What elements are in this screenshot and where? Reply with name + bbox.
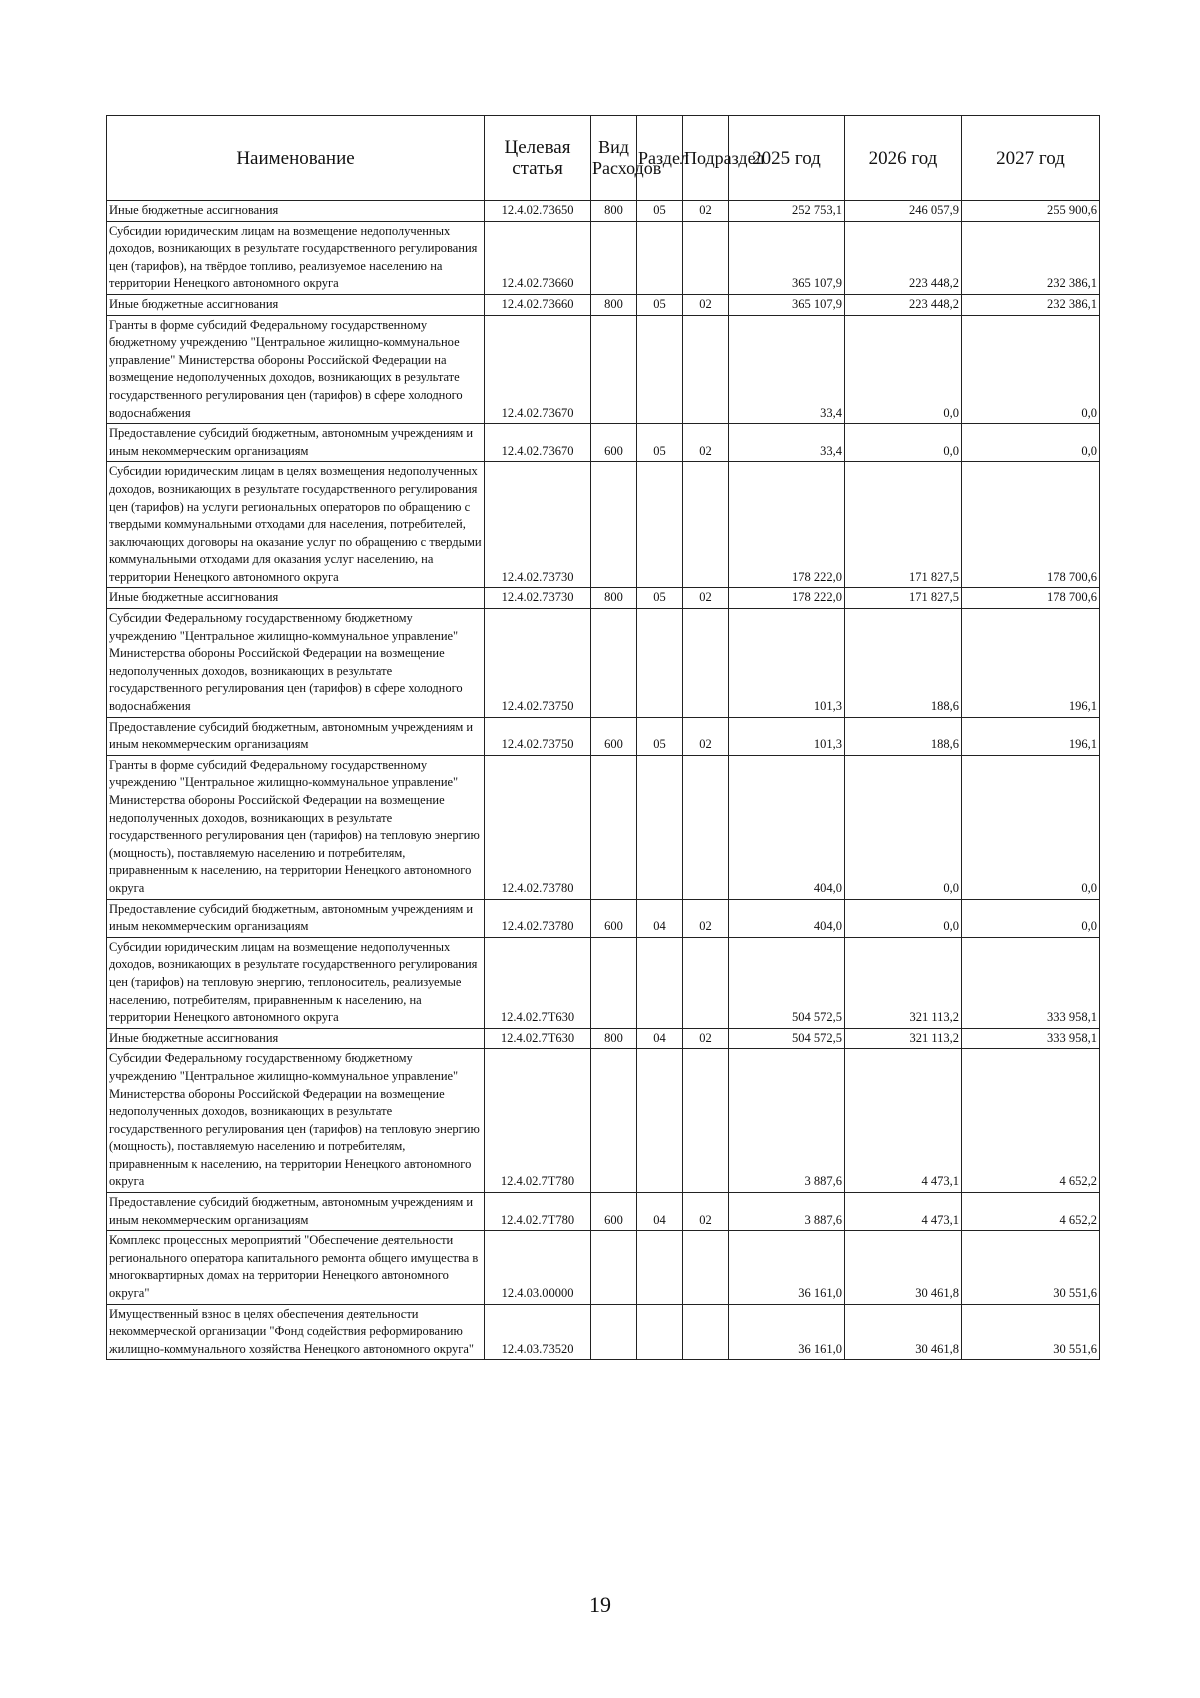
row-value-2026: 171 827,5	[845, 462, 962, 588]
table-row	[107, 315, 1100, 424]
row-section: 05	[637, 588, 683, 609]
row-value-2025: 365 107,9	[729, 294, 845, 315]
page-number: 19	[589, 1592, 611, 1617]
row-value-2026: 188,6	[845, 717, 962, 755]
row-target-article: 12.4.02.73670	[485, 424, 591, 462]
row-name: Предоставление субсидий бюджетным, автономным учреждениям и иным некоммерческим организациям	[107, 899, 485, 937]
row-subsection: 02	[683, 899, 729, 937]
row-value-2025: 36 161,0	[729, 1231, 845, 1304]
row-target-article: 12.4.02.73650	[485, 201, 591, 222]
row-subsection	[683, 462, 729, 588]
row-name: Субсидии Федеральному государственному бюджетному учреждению "Центральное жилищно-коммунальное управление" Министерства обороны Российской Федерации на возмещение недополученных доходов, возникающих в результате государственного регулирования цен (тарифов) в сфере холодного водоснабжения	[107, 609, 485, 718]
row-section: 05	[637, 424, 683, 462]
row-section	[637, 462, 683, 588]
table-row	[107, 937, 1100, 1028]
row-expense-type: 600	[591, 899, 637, 937]
row-target-article: 12.4.02.73660	[485, 221, 591, 294]
header-subsection: Подраздел	[683, 116, 729, 201]
row-target-article: 12.4.02.73730	[485, 588, 591, 609]
row-section	[637, 1049, 683, 1193]
row-subsection: 02	[683, 294, 729, 315]
row-target-article: 12.4.02.7Т630	[485, 937, 591, 1028]
row-subsection	[683, 1231, 729, 1304]
row-subsection	[683, 1049, 729, 1193]
row-expense-type	[591, 937, 637, 1028]
row-value-2026: 321 113,2	[845, 937, 962, 1028]
row-section: 04	[637, 899, 683, 937]
header-2026: 2026 год	[845, 116, 962, 201]
row-subsection: 02	[683, 588, 729, 609]
row-name: Гранты в форме субсидий Федеральному государственному учреждению "Центральное жилищно-коммунальное управление" Министерства обороны Российской Федерации на возмещение недополученных доходов, возникающих в результате государственного регулирования цен (тарифов) на тепловую энергию (мощность), поставляемую населению и потребителям, приравненным к населению, на территории Ненецкого автономного округа	[107, 755, 485, 899]
row-value-2027: 178 700,6	[962, 462, 1100, 588]
row-value-2026: 30 461,8	[845, 1231, 962, 1304]
row-name: Предоставление субсидий бюджетным, автономным учреждениям и иным некоммерческим организациям	[107, 717, 485, 755]
row-expense-type	[591, 609, 637, 718]
row-subsection: 02	[683, 201, 729, 222]
row-subsection: 02	[683, 424, 729, 462]
row-value-2026: 4 473,1	[845, 1049, 962, 1193]
row-section	[637, 937, 683, 1028]
table-row	[107, 1028, 1100, 1049]
row-name: Предоставление субсидий бюджетным, автономным учреждениям и иным некоммерческим организациям	[107, 1193, 485, 1231]
row-name: Субсидии юридическим лицам в целях возмещения недополученных доходов, возникающих в результате государственного регулирования цен (тарифов) на услуги региональных операторов по обращению с твердыми коммунальными отходами для населения, потребителей, заключающих договоры на оказание услуг по обращению с твердыми коммунальными отходами для оказания услуг населению, на территории Ненецкого автономного округа	[107, 462, 485, 588]
row-value-2025: 178 222,0	[729, 462, 845, 588]
row-name: Иные бюджетные ассигнования	[107, 588, 485, 609]
table-row	[107, 717, 1100, 755]
row-value-2026: 246 057,9	[845, 201, 962, 222]
row-name: Иные бюджетные ассигнования	[107, 201, 485, 222]
row-target-article: 12.4.02.73660	[485, 294, 591, 315]
row-expense-type: 600	[591, 1193, 637, 1231]
row-target-article: 12.4.02.7Т780	[485, 1049, 591, 1193]
row-value-2027: 0,0	[962, 899, 1100, 937]
row-value-2026: 0,0	[845, 424, 962, 462]
row-value-2027: 333 958,1	[962, 1028, 1100, 1049]
row-value-2027: 0,0	[962, 755, 1100, 899]
row-expense-type	[591, 1304, 637, 1360]
row-section	[637, 609, 683, 718]
row-name: Иные бюджетные ассигнования	[107, 1028, 485, 1049]
row-value-2026: 321 113,2	[845, 1028, 962, 1049]
row-subsection	[683, 609, 729, 718]
row-section: 05	[637, 294, 683, 315]
row-subsection	[683, 221, 729, 294]
row-value-2026: 223 448,2	[845, 294, 962, 315]
table-row	[107, 1231, 1100, 1304]
table-header-row	[107, 116, 1100, 201]
row-expense-type	[591, 1049, 637, 1193]
header-name: Наименование	[107, 116, 485, 201]
row-subsection	[683, 937, 729, 1028]
row-expense-type: 800	[591, 1028, 637, 1049]
table-row	[107, 1304, 1100, 1360]
row-value-2025: 504 572,5	[729, 937, 845, 1028]
row-expense-type	[591, 315, 637, 424]
row-expense-type: 800	[591, 294, 637, 315]
row-target-article: 12.4.02.73750	[485, 609, 591, 718]
row-target-article: 12.4.02.73750	[485, 717, 591, 755]
header-expense-type: Вид Расходов	[591, 116, 637, 201]
row-value-2027: 4 652,2	[962, 1049, 1100, 1193]
row-value-2025: 404,0	[729, 755, 845, 899]
table-body	[107, 201, 1100, 1360]
row-value-2027: 232 386,1	[962, 294, 1100, 315]
row-subsection: 02	[683, 717, 729, 755]
row-target-article: 12.4.03.00000	[485, 1231, 591, 1304]
row-value-2025: 33,4	[729, 424, 845, 462]
row-value-2025: 101,3	[729, 717, 845, 755]
row-value-2025: 3 887,6	[729, 1049, 845, 1193]
row-value-2025: 504 572,5	[729, 1028, 845, 1049]
row-section: 05	[637, 201, 683, 222]
row-section: 04	[637, 1028, 683, 1049]
header-2025: 2025 год	[729, 116, 845, 201]
row-value-2026: 0,0	[845, 899, 962, 937]
row-value-2027: 196,1	[962, 609, 1100, 718]
table-row	[107, 1049, 1100, 1193]
row-value-2027: 333 958,1	[962, 937, 1100, 1028]
row-expense-type	[591, 462, 637, 588]
row-value-2025: 404,0	[729, 899, 845, 937]
row-value-2027: 0,0	[962, 424, 1100, 462]
row-value-2025: 3 887,6	[729, 1193, 845, 1231]
row-expense-type: 800	[591, 201, 637, 222]
table-row	[107, 899, 1100, 937]
table-row	[107, 1193, 1100, 1231]
row-value-2025: 252 753,1	[729, 201, 845, 222]
row-value-2027: 255 900,6	[962, 201, 1100, 222]
row-value-2026: 171 827,5	[845, 588, 962, 609]
row-section	[637, 1231, 683, 1304]
row-target-article: 12.4.02.73670	[485, 315, 591, 424]
table-row	[107, 294, 1100, 315]
row-subsection	[683, 315, 729, 424]
row-value-2026: 223 448,2	[845, 221, 962, 294]
row-expense-type: 800	[591, 588, 637, 609]
table-row	[107, 424, 1100, 462]
header-2027: 2027 год	[962, 116, 1100, 201]
row-value-2025: 101,3	[729, 609, 845, 718]
row-target-article: 12.4.02.7Т630	[485, 1028, 591, 1049]
row-name: Гранты в форме субсидий Федеральному государственному бюджетному учреждению "Центральное жилищно-коммунальное управление" Министерства обороны Российской Федерации на возмещение недополученных доходов, возникающих в результате государственного регулирования цен (тарифов) в сфере холодного водоснабжения	[107, 315, 485, 424]
row-value-2026: 0,0	[845, 755, 962, 899]
row-value-2027: 4 652,2	[962, 1193, 1100, 1231]
row-name: Субсидии юридическим лицам на возмещение недополученных доходов, возникающих в результате государственного регулирования цен (тарифов), на твёрдое топливо, реализуемое населению на территории Ненецкого автономного округа	[107, 221, 485, 294]
row-value-2027: 30 551,6	[962, 1231, 1100, 1304]
row-section	[637, 1304, 683, 1360]
row-expense-type: 600	[591, 717, 637, 755]
row-expense-type	[591, 755, 637, 899]
row-name: Субсидии юридическим лицам на возмещение недополученных доходов, возникающих в результате государственного регулирования цен (тарифов) на тепловую энергию, теплоноситель, реализуемые населению, потребителям, приравненным к населению, на территории Ненецкого автономного округа	[107, 937, 485, 1028]
row-value-2026: 0,0	[845, 315, 962, 424]
table-row	[107, 462, 1100, 588]
row-value-2026: 30 461,8	[845, 1304, 962, 1360]
row-value-2025: 178 222,0	[729, 588, 845, 609]
row-name: Предоставление субсидий бюджетным, автономным учреждениям и иным некоммерческим организациям	[107, 424, 485, 462]
row-subsection	[683, 755, 729, 899]
table-row	[107, 201, 1100, 222]
table-row	[107, 755, 1100, 899]
row-subsection	[683, 1304, 729, 1360]
row-value-2025: 33,4	[729, 315, 845, 424]
row-subsection: 02	[683, 1028, 729, 1049]
row-value-2027: 30 551,6	[962, 1304, 1100, 1360]
budget-table	[106, 115, 1100, 1360]
row-value-2027: 0,0	[962, 315, 1100, 424]
header-target-article: Целевая статья	[485, 116, 591, 201]
table-row	[107, 221, 1100, 294]
row-value-2027: 178 700,6	[962, 588, 1100, 609]
row-section	[637, 221, 683, 294]
row-value-2025: 365 107,9	[729, 221, 845, 294]
row-value-2026: 188,6	[845, 609, 962, 718]
row-section	[637, 755, 683, 899]
row-value-2027: 196,1	[962, 717, 1100, 755]
row-section	[637, 315, 683, 424]
row-target-article: 12.4.03.73520	[485, 1304, 591, 1360]
header-section: Раздел	[637, 116, 683, 201]
row-expense-type	[591, 1231, 637, 1304]
row-expense-type: 600	[591, 424, 637, 462]
table-row	[107, 588, 1100, 609]
row-value-2026: 4 473,1	[845, 1193, 962, 1231]
row-target-article: 12.4.02.73730	[485, 462, 591, 588]
row-section: 05	[637, 717, 683, 755]
row-subsection: 02	[683, 1193, 729, 1231]
row-target-article: 12.4.02.73780	[485, 899, 591, 937]
row-name: Иные бюджетные ассигнования	[107, 294, 485, 315]
row-target-article: 12.4.02.73780	[485, 755, 591, 899]
row-target-article: 12.4.02.7Т780	[485, 1193, 591, 1231]
row-value-2027: 232 386,1	[962, 221, 1100, 294]
row-name: Имущественный взнос в целях обеспечения деятельности некоммерческой организации "Фонд содействия реформированию жилищно-коммунального хозяйства Ненецкого автономного округа"	[107, 1304, 485, 1360]
row-expense-type	[591, 221, 637, 294]
row-name: Субсидии Федеральному государственному бюджетному учреждению "Центральное жилищно-коммунальное управление" Министерства обороны Российской Федерации на возмещение недополученных доходов, возникающих в результате государственного регулирования цен (тарифов) на тепловую энергию (мощность), поставляемую населению и потребителям, приравненным к населению, на территории Ненецкого автономного округа	[107, 1049, 485, 1193]
table-row	[107, 609, 1100, 718]
row-value-2025: 36 161,0	[729, 1304, 845, 1360]
row-section: 04	[637, 1193, 683, 1231]
row-name: Комплекс процессных мероприятий "Обеспечение деятельности регионального оператора капитального ремонта общего имущества в многоквартирных домах на территории Ненецкого автономного округа"	[107, 1231, 485, 1304]
